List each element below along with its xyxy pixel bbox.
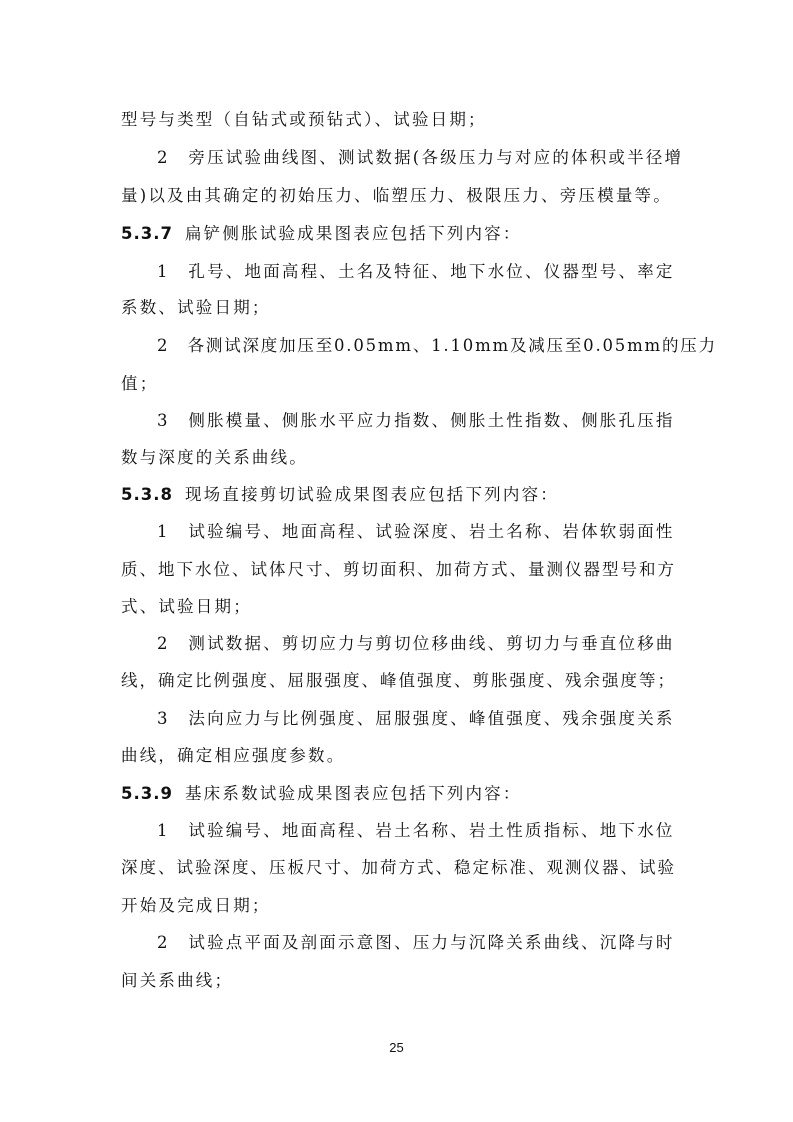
text-line: 质、地下水位、试体尺寸、剪切面积、加荷方式、量测仪器型号和方: [121, 560, 676, 579]
text-line: 间关系曲线；: [121, 971, 234, 990]
list-item-3: 3 法向应力与比例强度、屈服强度、峰值强度、残余强度关系: [157, 709, 675, 728]
text-line: 开始及完成日期；: [121, 896, 271, 915]
list-item-1: 1 孔号、地面高程、土名及特征、地下水位、仪器型号、率定: [157, 262, 675, 281]
clause-number: 5.3.9: [121, 784, 173, 803]
clause-heading: 现场直接剪切试验成果图表应包括下列内容：: [184, 485, 559, 504]
text-line: 量)以及由其确定的初始压力、临塑压力、极限压力、旁压模量等。: [121, 186, 672, 205]
clause-number: 5.3.8: [121, 485, 173, 504]
list-item-2: 2 试验点平面及剖面示意图、压力与沉降关系曲线、沉降与时: [157, 933, 675, 952]
text-line: 型号与类型（自钻式或预钻式）、试验日期；: [121, 110, 487, 129]
text-line: 值；: [121, 374, 159, 393]
page-number: 25: [389, 1040, 404, 1055]
clause-5-3-8: [121, 485, 681, 505]
list-item-1: 1 试验编号、地面高程、试验深度、岩土名称、岩体软弱面性: [157, 522, 675, 541]
text-line: 深度、试验深度、压板尺寸、加荷方式、稳定标准、观测仪器、试验: [121, 858, 676, 877]
text-line: 系数、试验日期；: [121, 298, 271, 317]
clause-5-3-7: [121, 224, 681, 244]
list-item-1: 1 试验编号、地面高程、岩土名称、岩土性质指标、地下水位: [157, 821, 675, 840]
list-item-2: 2 测试数据、剪切应力与剪切位移曲线、剪切力与垂直位移曲: [157, 634, 675, 653]
text-line: 曲线，确定相应强度参数。: [121, 746, 346, 765]
list-item-3: 3 侧胀模量、侧胀水平应力指数、侧胀土性指数、侧胀孔压指: [157, 411, 675, 430]
clause-heading: 扁铲侧胀试验成果图表应包括下列内容：: [184, 224, 522, 243]
list-item-2: 2 旁压试验曲线图、测试数据(各级压力与对应的体积或半径增: [157, 148, 684, 167]
text-line: 数与深度的关系曲线。: [121, 448, 308, 467]
clause-heading: 基床系数试验成果图表应包括下列内容：: [184, 784, 522, 803]
list-item-2: 2 各测试深度加压至0.05mm、1.10mm及减压至0.05mm的压力: [157, 336, 717, 355]
clause-5-3-9: [121, 784, 681, 804]
clause-number: 5.3.7: [121, 224, 173, 243]
text-line: 式、试验日期；: [121, 597, 252, 616]
text-line: 线，确定比例强度、屈服强度、峰值强度、剪胀强度、残余强度等；: [121, 671, 676, 690]
